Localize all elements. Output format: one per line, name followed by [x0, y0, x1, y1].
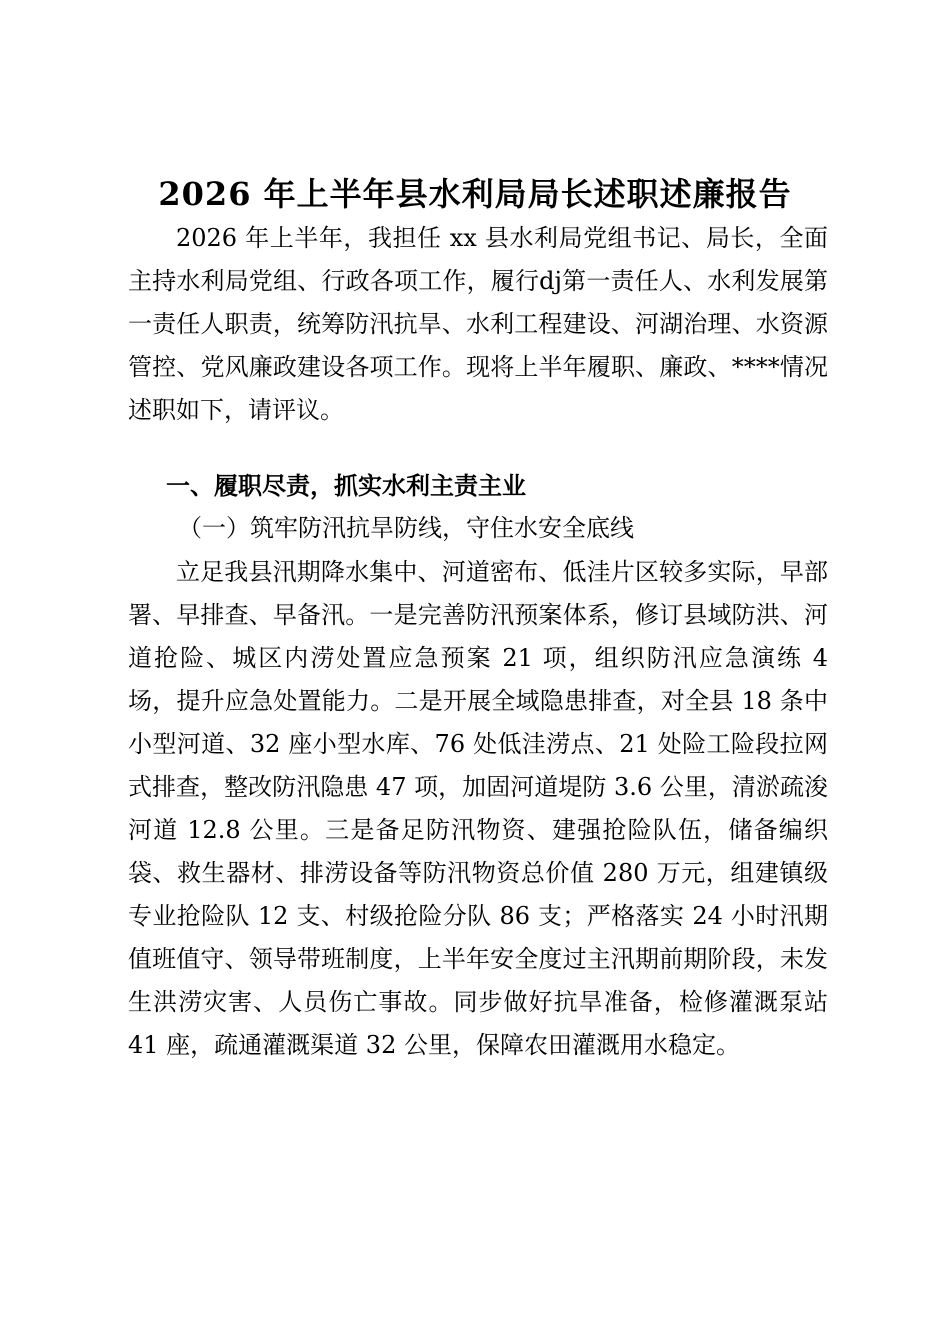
document-title: 2026 年上半年县水利局局长述职述廉报告 — [158, 175, 792, 213]
subsection-paragraph: 立足我县汛期降水集中、河道密布、低洼片区较多实际，早部署、早排查、早备汛。一是完善防汛预案体系，修订县域防洪、河道抢险、城区内涝处置应急预案 21 项，组织防汛应急演练 4 场，提升应急处置能力。二是开展全域隐患排查，对全县 18 条中小型河道、32 座小型水库、76 处低洼涝点、21 处险工险段拉网式排查，整改防汛隐患 47 项，加固河道堤防 3.6 公里，清淤疏浚河道 12.8 公里。三是备足防汛物资、建强抢险队伍，储备编织袋、救生器材、排涝设备等防汛物资总价值 280 万元，组建镇级专业抢险队 12 支、村级抢险分队 86 支；严格落实 24 小时汛期值班值守、领导带班制度，上半年安全度过主汛期前期阶段，未发生洪涝灾害、人员伤亡事故。同步做好抗旱准备，检修灌溉泵站 41 座，疏通灌溉渠道 32 公里，保障农田灌溉用水稳定。 — [128, 558, 828, 1059]
intro-paragraph: 2026 年上半年，我担任 xx 县水利局党组书记、局长，全面主持水利局党组、行政各项工作，履行dj第一责任人、水利发展第一责任人职责，统筹防汛抗旱、水利工程建设、河湖治理、水资源管控、党风廉政建设各项工作。现将上半年履职、廉政、****情况述职如下，请评议。 — [128, 224, 828, 424]
subsection-heading: （一）筑牢防汛抗旱防线，守住水安全底线 — [178, 514, 634, 542]
section-heading: 一、履职尽责，抓实水利主责主业 — [166, 471, 526, 500]
